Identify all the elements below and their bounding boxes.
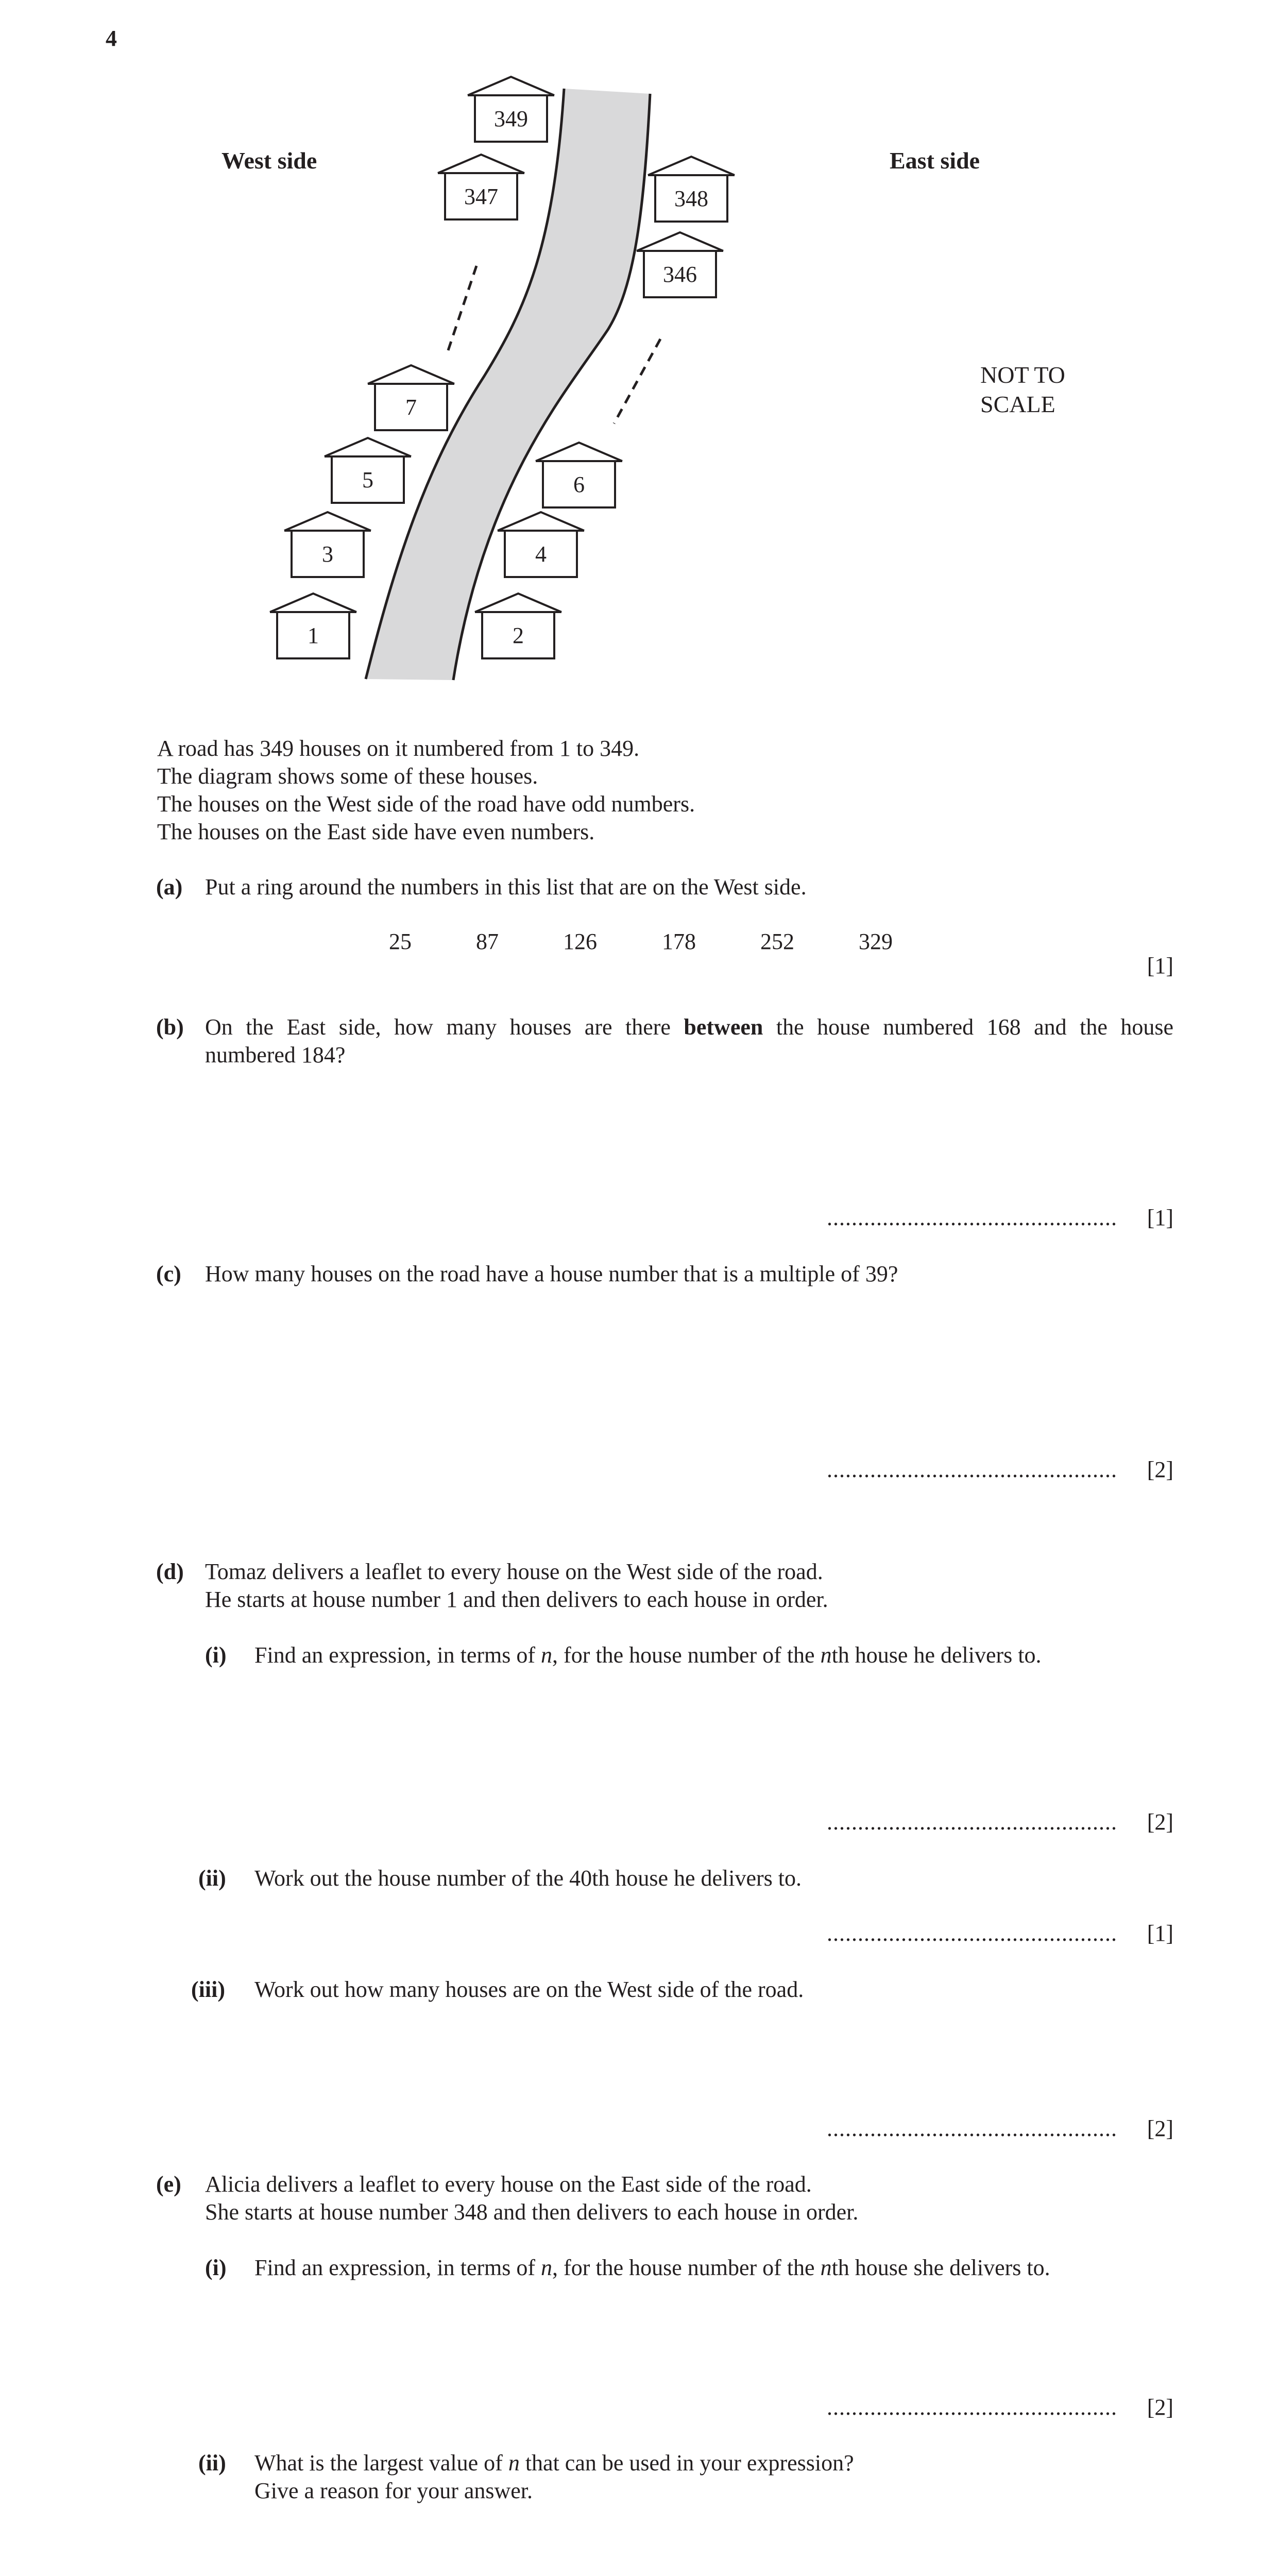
house-roof: [468, 77, 554, 95]
part-e-line2: She starts at house number 348 and then delivers to each house in order.: [205, 2199, 859, 2225]
road-diagram: [0, 0, 1278, 690]
house-number: 2: [513, 623, 524, 648]
house-number: 348: [674, 186, 708, 211]
part-e-ii-q1-after: that can be used in your expression?: [519, 2450, 854, 2476]
part-d-i-answer-line[interactable]: ...............................................: [827, 1809, 1117, 1835]
house-number: 7: [405, 395, 417, 420]
part-a-number-6[interactable]: 329: [859, 929, 893, 954]
part-c-question: How many houses on the road have a house number that is a multiple of 39?: [205, 1261, 898, 1286]
part-d-ii-marks: [1]: [1147, 1921, 1173, 1946]
part-d-i-label: (i): [205, 1642, 227, 1668]
part-d-line1: Tomaz delivers a leaflet to every house on the West side of the road.: [205, 1559, 823, 1584]
house-number: 349: [494, 106, 528, 131]
not-to-scale-line2: SCALE: [980, 391, 1055, 417]
house-4: [498, 512, 584, 577]
house-roof: [637, 232, 723, 251]
part-d-iii-label: (iii): [191, 1977, 225, 2002]
part-d-i-n2: n: [820, 1642, 832, 1668]
house-roof: [284, 512, 371, 531]
part-e-i-t2: , for the house number of the: [552, 2255, 821, 2280]
house-roof: [498, 512, 584, 531]
part-e-i-marks: [2]: [1147, 2395, 1173, 2420]
part-b-question-line2: numbered 184?: [205, 1042, 346, 1067]
part-e-line1: Alicia delivers a leaflet to every house on the East side of the road.: [205, 2172, 812, 2197]
part-c-label: (c): [156, 1261, 181, 1286]
part-b-bold-word: between: [684, 1014, 763, 1040]
part-e-ii-question-line2: Give a reason for your answer.: [254, 2478, 533, 2503]
house-348: [648, 157, 735, 222]
house-3: [284, 512, 371, 577]
house-7: [368, 365, 454, 430]
east-side-label: East side: [890, 147, 980, 174]
house-number: 346: [663, 262, 697, 287]
part-e-i-label: (i): [205, 2255, 227, 2280]
part-a-marks: [1]: [1147, 953, 1173, 978]
house-number: 5: [362, 467, 373, 493]
part-e-i-question: [254, 2254, 1050, 2282]
house-1: [270, 594, 356, 658]
part-a-question: Put a ring around the numbers in this list that are on the West side.: [205, 874, 807, 900]
house-6: [536, 443, 622, 507]
east-dashed-line: [614, 339, 660, 423]
part-b-question-line1: [205, 1013, 1173, 1041]
part-d-i-t2: , for the house number of the: [552, 1642, 821, 1668]
part-e-i-t1: Find an expression, in terms of: [254, 2255, 541, 2280]
part-e-i-answer-line[interactable]: ...............................................: [827, 2395, 1117, 2420]
house-number: 4: [535, 541, 547, 567]
house-number: 3: [322, 541, 333, 567]
part-a-label: (a): [156, 874, 183, 900]
page-number: 4: [106, 26, 117, 51]
intro-line-4: The houses on the East side have even numbers.: [157, 819, 595, 844]
part-e-ii-q1-n: n: [508, 2450, 520, 2476]
house-roof: [536, 443, 622, 461]
part-e-ii-label: (ii): [198, 2450, 226, 2476]
not-to-scale-line1: NOT TO: [980, 362, 1065, 388]
house-346: [637, 232, 723, 297]
part-d-i-question: [254, 1641, 1042, 1669]
part-e-ii-question-line1: [254, 2449, 854, 2477]
part-e-ii-q1-before: What is the largest value of: [254, 2450, 508, 2476]
intro-line-2: The diagram shows some of these houses.: [157, 764, 538, 789]
part-a-number-4[interactable]: 178: [662, 929, 696, 954]
part-d-iii-question: Work out how many houses are on the West side of the road.: [254, 1977, 804, 2002]
part-b-label: (b): [156, 1014, 184, 1040]
house-number: 6: [573, 472, 585, 497]
house-349: [468, 77, 554, 142]
house-5: [325, 438, 411, 503]
part-d-iii-answer-line[interactable]: ...............................................: [827, 2116, 1117, 2141]
part-a-number-3[interactable]: 126: [563, 929, 597, 954]
part-d-line2: He starts at house number 1 and then delivers to each house in order.: [205, 1587, 828, 1612]
part-c-answer-line[interactable]: ...............................................: [827, 1457, 1117, 1482]
part-d-ii-label: (ii): [198, 1866, 226, 1891]
house-number: 1: [308, 623, 319, 648]
part-e-label: (e): [156, 2172, 181, 2197]
house-number: 347: [464, 184, 498, 209]
intro-line-1: A road has 349 houses on it numbered from 1 to 349.: [157, 736, 640, 761]
part-a-number-5[interactable]: 252: [760, 929, 794, 954]
intro-line-3: The houses on the West side of the road have odd numbers.: [157, 791, 695, 817]
part-d-iii-marks: [2]: [1147, 2116, 1173, 2141]
house-2: [475, 594, 561, 658]
part-a-number-1[interactable]: 25: [389, 929, 412, 954]
part-e-i-t3: th house she delivers to.: [831, 2255, 1050, 2280]
part-d-i-marks: [2]: [1147, 1809, 1173, 1835]
part-d-ii-answer-line[interactable]: ...............................................: [827, 1921, 1117, 1946]
house-roof: [368, 365, 454, 384]
part-d-i-t3: th house he delivers to.: [831, 1642, 1042, 1668]
house-roof: [325, 438, 411, 456]
house-roof: [438, 155, 524, 173]
part-a-number-2[interactable]: 87: [476, 929, 499, 954]
part-b-text-before: On the East side, how many houses are there: [205, 1014, 684, 1040]
part-d-ii-question: Work out the house number of the 40th house he delivers to.: [254, 1866, 802, 1891]
house-roof: [475, 594, 561, 612]
part-c-marks: [2]: [1147, 1457, 1173, 1482]
west-dashed-line: [448, 266, 476, 350]
part-b-answer-line[interactable]: ...............................................: [827, 1205, 1117, 1230]
part-b-marks: [1]: [1147, 1205, 1173, 1230]
house-347: [438, 155, 524, 219]
part-b-text-after: the house numbered 168 and the house: [763, 1014, 1173, 1040]
part-d-i-n1: n: [541, 1642, 553, 1668]
west-side-label: West side: [221, 147, 317, 174]
part-d-i-t1: Find an expression, in terms of: [254, 1642, 541, 1668]
house-roof: [270, 594, 356, 612]
house-roof: [648, 157, 735, 175]
part-d-label: (d): [156, 1559, 184, 1584]
part-e-i-n2: n: [820, 2255, 832, 2280]
part-e-i-n1: n: [541, 2255, 553, 2280]
